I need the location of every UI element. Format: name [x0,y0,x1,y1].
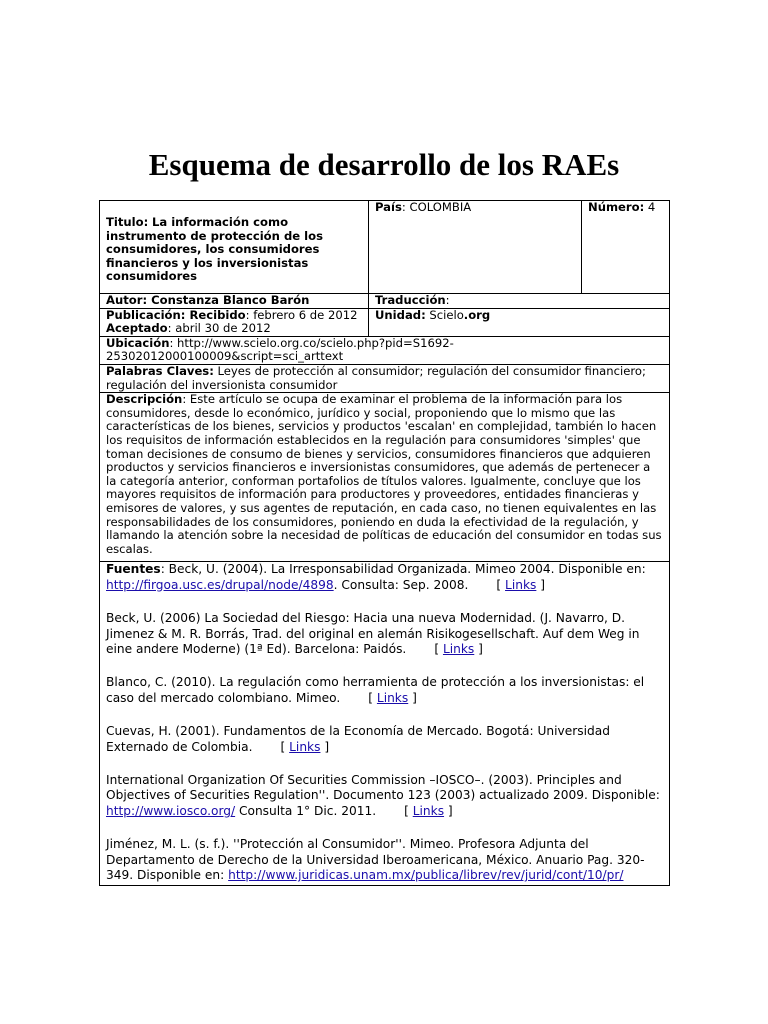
ubicacion-label: Ubicación [106,335,170,350]
descripcion-label: Descripción [106,392,183,407]
reference-text: : Beck, U. (2004). La Irresponsabilidad Organizada. Mimeo 2004. Disponible en: [160,562,646,577]
unidad-suffix: .org [463,307,491,322]
reference-url[interactable]: http://www.iosco.org/ [106,803,236,818]
aceptado-value: : abril 30 de 2012 [167,321,271,336]
palabras-row [100,364,670,392]
links-button[interactable]: Links [289,739,321,754]
palabras-label: Palabras Claves: [106,363,214,378]
reference-item: International Organization Of Securities Commission –IOSCO–. (2003). Principles and Objectives of Securities Regulation''. Documento 123 (2003) actualizado 2009. Disponible: http://www.iosco.org/ Consulta 1° Dic. 2011. [ Links ] [106,772,660,818]
fuentes-row [100,562,670,886]
title-row [100,201,670,294]
fuentes-label: Fuentes [106,562,161,577]
reference-url[interactable]: http://firgoa.usc.es/drupal/node/4898 [106,577,334,592]
fuentes-cell [100,562,670,886]
reference-url[interactable]: http://www.juridicas.unam.mx/publica/librev/rev/jurid/cont/10/pr/ [228,867,624,882]
links-button[interactable]: Links [442,641,475,656]
traduccion-value: : [445,293,450,307]
reference-text: Cuevas, H. (2001). Fundamentos de la Economía de Mercado. Bogotá: Universidad Externado de Colombia. [106,724,610,754]
numero-value: 4 [644,200,656,214]
numero-cell [582,201,670,294]
reference-text: Blanco, C. (2010). La regulación como herramienta de protección a los inversionistas: el caso del mercado colombiano. Mimeo. [106,675,645,705]
unidad-cell [369,308,670,336]
publicacion-label: Publicación [106,307,181,322]
traduccion-label: Traducción [375,293,446,307]
ubicacion-cell [100,336,670,364]
unidad-label: Unidad: [375,307,426,322]
links-button[interactable]: Links [412,803,445,818]
reference-text: International Organization Of Securities Commission –IOSCO–. (2003). Principles and Objectives of Securities Regulation''. Documento 123 (2003) actualizado 2009. Disponible: [106,772,660,803]
pais-cell [369,201,582,294]
reference-text: Beck, U. (2006) La Sociedad del Riesgo: Hacia una nueva Modernidad. (J. Navarro, D. Jimenez & M. R. Borrás, Trad. del original en alemán Risikogesellschaft. Auf dem Weg in eine andere Moderne) (1ª Ed). Barcelona: Paidós. [106,611,640,656]
recibido-value: : febrero 6 de 2012 [245,307,358,322]
titulo-cell [100,201,369,294]
reference-text: Jiménez, M. L. (s. f.). ''Protección al Consumidor''. Mimeo. Profesora Adjunta del Departamento de Derecho de la Universidad Iberoamericana, México. Anuario Pag. 320-349. Disponible en: [106,837,645,882]
links-button[interactable]: Links [376,690,409,705]
autor-value: : Constanza Blanco Barón [142,293,310,307]
titulo-value: La información como instrumento de protección de los consumidores, los consumidores financieros y los inversionistas consumidores [106,215,323,284]
descripcion-row [100,393,670,562]
publicacion-row [100,308,670,336]
descripcion-cell [100,393,670,562]
autor-row [100,294,670,309]
reference-text-post: . Consulta: Sep. 2008. [333,577,469,592]
pais-label: País [375,200,402,214]
titulo-label: Titulo: [106,215,149,230]
unidad-value: Scielo [425,307,464,322]
reference-item: Cuevas, H. (2001). Fundamentos de la Economía de Mercado. Bogotá: Universidad Externado de Colombia. [ Links ] [106,724,610,754]
reference-item [106,837,663,883]
page-title: Esquema de desarrollo de los RAEs [148,147,620,182]
publicacion-cell [100,308,369,336]
aceptado-label: Aceptado [106,321,168,336]
ubicacion-value: : http://www.scielo.org.co/scielo.php?pid=S1692-25302012000100009&script=sci_arttext [106,335,454,364]
descripcion-value: : Este artículo se ocupa de examinar el problema de la información para los consumidores, desde lo económico, jurídico y social, proponiendo que lo mismo que las características de los bienes, servicios y productos 'escalan' en complejidad, también lo hacen los requisitos de información establecidos en la regulación para consumidores 'simples' que toman decisiones de consumo de bienes y servicios, consumidores financieros que adquieren productos y servicios financieros e inversionistas consumidores, que además de pertenecer a la categoría anterior, conforman portafolios de títulos valores. Igualmente, concluye que los mayores requisitos de información para productores y proveedores, entidades financieras y emisores de valores, y sus agentes de reputación, en cada caso, no tienen equivalentes en las responsabilidades de los consumidores, poniendo en duda la efectividad de la regulación, y llamando la atención sobre la necesidad de políticas de educación del consumidor en todas sus escalas. [106,392,662,556]
numero-label: Número: [588,200,645,214]
palabras-cell [100,364,670,392]
reference-item: Fuentes: Beck, U. (2004). La Irresponsabilidad Organizada. Mimeo 2004. Disponible en: http://firgoa.usc.es/drupal/node/4898. Consulta: Sep. 2008. [ Links ] [106,562,646,592]
reference-text-post: Consulta 1° Dic. 2011. [235,803,377,818]
recibido-label: : Recibido [180,307,246,322]
autor-cell [100,294,369,309]
reference-item: Beck, U. (2006) La Sociedad del Riesgo: Hacia una nueva Modernidad. (J. Navarro, D. Jimenez & M. R. Borrás, Trad. del original en alemán Risikogesellschaft. Auf dem Weg in eine andere Moderne) (1ª Ed). Barcelona: Paidós. [ Links ] [106,611,640,656]
pais-value: : COLOMBIA [401,200,472,214]
links-button[interactable]: Links [505,577,537,592]
reference-item: Blanco, C. (2010). La regulación como herramienta de protección a los inversionistas: el caso del mercado colombiano. Mimeo. [ Links ] [106,675,645,705]
palabras-value: Leyes de protección al consumidor; regulación del consumidor financiero; regulación del inversionista consumidor [106,363,646,392]
rae-table [99,200,670,886]
traduccion-cell [369,294,670,309]
ubicacion-row [100,336,670,364]
autor-label: Autor [106,293,143,307]
